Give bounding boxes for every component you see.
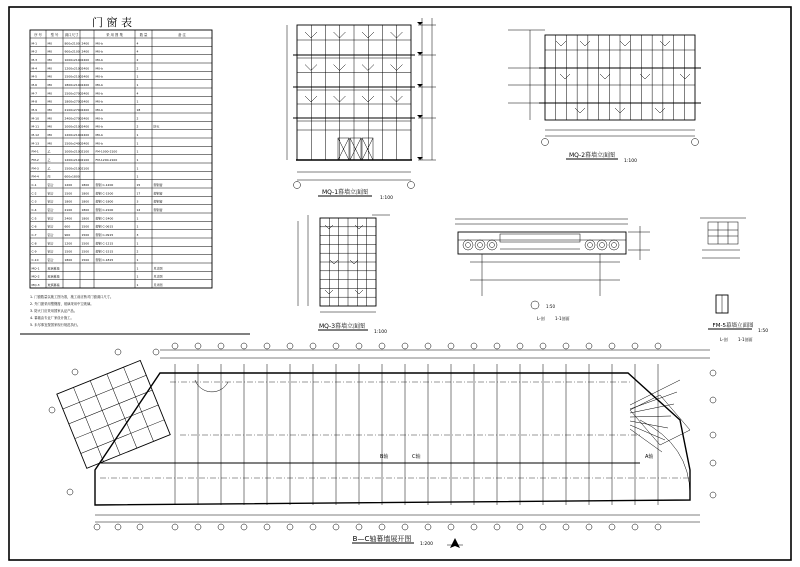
table-cell: C-4: [31, 207, 37, 212]
table-cell: 1: [136, 257, 139, 262]
table-cell: M0: [47, 132, 52, 137]
fm5-scale: 1:50: [758, 329, 769, 334]
table-cell: 800x2100: [64, 41, 80, 46]
axis-bubble: [310, 343, 316, 349]
axis-bubble: [294, 182, 301, 189]
table-cell: 1000x2100: [64, 57, 82, 62]
table-cell: M0-b: [95, 141, 103, 146]
axis-bubble: [517, 343, 523, 349]
table-cell: 铝合: [47, 191, 54, 196]
axis-bubble: [67, 489, 73, 495]
table-cell: 2400: [81, 74, 90, 79]
table-cell: 塑钢窗: [153, 182, 163, 187]
section-note-b: 1-1剖面: [555, 316, 570, 321]
axis-bubble: [218, 343, 224, 349]
axis-bubble: [241, 524, 247, 530]
table-cell: 2400: [81, 49, 90, 54]
table-cell: MQ-2: [31, 274, 40, 279]
section-detail: [455, 219, 650, 321]
axis-bubble: [710, 397, 716, 403]
mq1-title: MQ-1幕墙立面图: [321, 189, 369, 196]
section-bubble: [531, 301, 539, 309]
table-header-cell: 采 用 图 集: [106, 33, 123, 37]
table-note: 1. 门窗数量以施工图为准，施工前应核对门窗洞口尺寸。: [30, 295, 114, 299]
axis-bubble: [517, 524, 523, 530]
table-cell: C-7: [31, 232, 37, 237]
table-cell: M-3: [31, 57, 38, 62]
table-cell: 塑钢 C-2400: [95, 216, 114, 221]
table-header-cell: 洞口尺寸: [64, 33, 79, 37]
mq1-elevation: [287, 18, 436, 201]
table-cell: 2100: [81, 166, 90, 171]
axis-bubble: [448, 343, 454, 349]
table-cell: 1: [136, 157, 139, 162]
table-cell: 2: [136, 57, 139, 62]
table-rows: [30, 30, 212, 288]
table-cell: C-8: [31, 241, 37, 246]
fm5-title: FM-5幕墙立面图: [712, 323, 754, 329]
table-cell: M0: [47, 41, 52, 46]
table-cell: 18: [136, 107, 141, 112]
table-cell: 丙: [47, 174, 51, 179]
axis-bubble: [153, 349, 159, 355]
table-cell: M0: [47, 124, 52, 129]
table-cell: 1200: [64, 241, 73, 246]
axis-bubble: [471, 343, 477, 349]
table-cell: 1500: [64, 191, 73, 196]
table-cell: M0-b: [95, 99, 103, 104]
mq3-scale: 1:100: [374, 330, 387, 335]
axis-bubble: [563, 343, 569, 349]
table-cell: 1200: [64, 182, 73, 187]
table-cell: 1500: [81, 257, 90, 262]
plan-label-a: A轴: [645, 454, 654, 460]
table-cell: FM-3: [31, 166, 39, 171]
table-cell: 铝合: [47, 249, 54, 254]
axis-bubble: [402, 524, 408, 530]
table-cell: 1: [136, 224, 139, 229]
axis-bubble: [195, 343, 201, 349]
table-cell: 1500x2100: [64, 74, 82, 79]
axis-bubble: [632, 524, 638, 530]
table-header-cell: 数 量: [139, 33, 148, 37]
section-scale: 1:50: [546, 304, 555, 309]
table-cell: 1: [136, 282, 139, 287]
axis-bubble: [710, 492, 716, 498]
table-cell: 3: [136, 232, 139, 237]
table-cell: M0-b: [95, 116, 103, 121]
table-cell: C-3: [31, 199, 37, 204]
table-cell: MQ-1: [31, 266, 40, 271]
axis-bubble: [692, 139, 699, 146]
table-cell: 2400: [81, 91, 90, 96]
table-header-cell: 备 注: [178, 33, 186, 37]
table-cell: M0-b: [95, 57, 103, 62]
fm5-elevation: [708, 295, 768, 342]
table-cell: 1800: [81, 216, 90, 221]
table-cell: 铝合: [47, 232, 54, 237]
table-cell: 1800: [81, 199, 90, 204]
table-cell: 塑钢 C-1500: [95, 191, 114, 196]
table-note: 4. 幕墙由专业厂家设计施工。: [30, 316, 74, 320]
table-cell: 1500x2700: [64, 91, 82, 96]
axis-bubble: [333, 524, 339, 530]
table-header-cell: 序 号: [34, 33, 42, 37]
table-cell: C-6: [31, 224, 37, 229]
table-cell: 2100x2700: [64, 107, 82, 112]
axis-bubble: [402, 343, 408, 349]
mq2-scale: 1:100: [624, 159, 637, 164]
plan-label-b: B轴: [380, 454, 389, 460]
table-cell: C-1: [31, 182, 37, 187]
plan-title: B—C轴幕墙展开图: [352, 535, 412, 543]
axis-bubble: [471, 524, 477, 530]
table-cell: 1: [136, 241, 139, 246]
table-cell: M0: [47, 99, 52, 104]
axis-bubble: [115, 349, 121, 355]
axis-bubble: [356, 343, 362, 349]
mq2-title: MQ-2幕墙立面图: [568, 152, 616, 159]
axis-bubble: [494, 524, 500, 530]
axis-bubble: [425, 343, 431, 349]
table-cell: M0-b: [95, 74, 103, 79]
section-note-a: L-剖: [537, 316, 545, 321]
table-notes: [30, 294, 113, 327]
table-cell: 2400: [81, 66, 90, 71]
axis-bubble: [310, 524, 316, 530]
table-cell: 铝合: [47, 224, 54, 229]
table-cell: 15: [136, 182, 141, 187]
table-cell: 塑钢 C-0615: [95, 224, 114, 229]
table-cell: 玻璃幕墙: [47, 274, 60, 279]
axis-bubble: [586, 524, 592, 530]
table-cell: C-9: [31, 249, 37, 254]
table-cell: M0-b: [95, 91, 103, 96]
mq1-scale: 1:100: [380, 196, 393, 201]
table-cell: 2400: [81, 132, 90, 137]
table-cell: 2400x2700: [64, 116, 82, 121]
table-cell: 2100: [64, 207, 73, 212]
table-cell: M0: [47, 116, 52, 121]
axis-bubble: [609, 343, 615, 349]
table-cell: 1: [136, 74, 139, 79]
table-cell: M-7: [31, 91, 38, 96]
table-cell: 1500x2400: [64, 141, 82, 146]
table-cell: M0-b: [95, 107, 103, 112]
small-detail: [700, 218, 746, 258]
axis-bubble: [710, 370, 716, 376]
table-cell: 铝合: [47, 257, 54, 262]
axis-bubble: [379, 343, 385, 349]
table-cell: FM-2: [31, 157, 39, 162]
table-cell: 塑钢窗: [153, 199, 163, 204]
table-cell: 铝合: [47, 207, 54, 212]
table-cell: 2400: [81, 107, 90, 112]
table-cell: 1: [136, 274, 139, 279]
axis-bubble: [609, 524, 615, 530]
table-cell: M-2: [31, 49, 38, 54]
mq2-elevation: [508, 30, 701, 164]
axis-bubble: [287, 524, 293, 530]
table-cell: 2: [136, 66, 139, 71]
table-cell: 1: [136, 166, 139, 171]
table-note: 5. 未尽事宜按国家现行规范执行。: [30, 323, 81, 327]
table-cell: M0: [47, 57, 52, 62]
curtain-wall-plan: [49, 343, 716, 548]
table-cell: 1: [136, 141, 139, 146]
table-cell: 1000x2100: [64, 149, 82, 154]
axis-bubble: [586, 343, 592, 349]
table-cell: 2100: [81, 149, 90, 154]
table-cell: 塑钢 C-1800: [95, 199, 114, 204]
table-cell: 1000x2100: [64, 124, 82, 129]
table-cell: 1: [136, 132, 139, 137]
table-cell: 4: [136, 49, 139, 54]
axis-bubble: [710, 432, 716, 438]
axis-bubble: [542, 139, 549, 146]
table-cell: 2: [136, 124, 139, 129]
axis-bubble: [710, 460, 716, 466]
table-cell: 2: [136, 116, 139, 121]
axis-bubble: [49, 407, 55, 413]
axis-bubble: [287, 343, 293, 349]
table-cell: C-10: [31, 257, 39, 262]
table-header: [30, 32, 212, 38]
table-cell: 3: [136, 199, 139, 204]
table-cell: 1200x2100: [64, 157, 82, 162]
table-cell: M-6: [31, 82, 38, 87]
plan-scale: 1:200: [420, 542, 433, 547]
table-cell: 1800x2700: [64, 99, 82, 104]
table-cell: FM-1000-2100: [95, 149, 118, 154]
table-cell: 2400: [81, 116, 90, 121]
table-cell: 塑钢 C-1200: [95, 182, 114, 187]
table-cell: M-9: [31, 107, 38, 112]
axis-bubble: [494, 343, 500, 349]
table-cell: 乙: [47, 166, 51, 171]
axis-bubble: [655, 343, 661, 349]
north-arrow-icon: [447, 538, 463, 548]
axis-bubble: [563, 524, 569, 530]
table-cell: FM-1: [31, 149, 39, 154]
table-cell: M0-b: [95, 41, 103, 46]
axis-bubble: [333, 343, 339, 349]
axis-bubble: [540, 524, 546, 530]
axis-bubble: [448, 524, 454, 530]
table-header-cell: 型 号: [50, 33, 59, 37]
mq3-elevation: [298, 215, 390, 335]
table-cell: M0-b: [95, 82, 103, 87]
axis-bubble: [408, 182, 415, 189]
table-cell: 塑钢窗: [153, 191, 163, 196]
table-cell: 1: [136, 266, 139, 271]
table-cell: 1800: [64, 199, 73, 204]
table-cell: 塑钢 C-0915: [95, 232, 114, 237]
table-cell: 17: [136, 191, 141, 196]
axis-bubble: [540, 343, 546, 349]
table-cell: 1500: [81, 224, 90, 229]
table-cell: M0-b: [95, 66, 103, 71]
table-cell: 塑钢 C-1215: [95, 241, 114, 246]
table-cell: 1800: [81, 207, 90, 212]
table-cell: 铝合: [47, 199, 54, 204]
table-cell: M0-b: [95, 132, 103, 137]
table-cell: FM-1200-2100: [95, 157, 118, 162]
table-cell: 1200x2100: [64, 132, 82, 137]
table-cell: C-5: [31, 216, 37, 221]
table-cell: M0: [47, 49, 52, 54]
axis-bubble: [264, 524, 270, 530]
axis-bubble: [72, 369, 78, 375]
table-cell: 1500: [81, 249, 90, 254]
table-cell: M0: [47, 91, 52, 96]
table-cell: 塑钢 C-1815: [95, 257, 114, 262]
axis-bubble: [94, 524, 100, 530]
plan-label-c: C轴: [412, 454, 421, 460]
table-cell: 乙: [47, 149, 51, 154]
table-cell: 2: [136, 249, 139, 254]
table-title: 门 窗 表: [92, 16, 132, 29]
table-cell: 1: [136, 149, 139, 154]
table-cell: M-13: [31, 141, 39, 146]
table-cell: 2400: [64, 216, 73, 221]
axis-bubble: [172, 343, 178, 349]
axis-bubble: [425, 524, 431, 530]
table-cell: 1800x2100: [64, 82, 82, 87]
table-cell: M-12: [31, 132, 39, 137]
axis-bubble: [264, 343, 270, 349]
table-cell: 1200x2100: [64, 66, 82, 71]
table-cell: 玻璃幕墙: [47, 266, 60, 271]
table-cell: 塑钢 C-2100: [95, 207, 114, 212]
table-cell: 900: [64, 232, 71, 237]
table-cell: M-4: [31, 66, 38, 71]
table-cell: 见详图: [153, 266, 163, 271]
table-cell: 乙: [47, 157, 51, 162]
table-cell: 2400: [81, 41, 90, 46]
axis-bubble: [218, 524, 224, 530]
table-cell: M0: [47, 107, 52, 112]
table-cell: 2400: [81, 124, 90, 129]
table-cell: 铝合: [47, 241, 54, 246]
axis-bubble: [137, 524, 143, 530]
table-cell: 600: [64, 224, 71, 229]
axis-bubble: [115, 524, 121, 530]
table-cell: 铝合: [47, 182, 54, 187]
door-window-table: [20, 15, 250, 334]
table-cell: 玻璃幕墙: [47, 282, 60, 287]
table-cell: 1800: [81, 191, 90, 196]
table-cell: M-8: [31, 99, 38, 104]
table-cell: 1800: [81, 182, 90, 187]
axis-bubble: [632, 343, 638, 349]
table-cell: M-11: [31, 124, 39, 129]
table-cell: 4: [136, 91, 139, 96]
table-cell: 1800: [64, 257, 73, 262]
table-cell: 2100: [81, 157, 90, 162]
axis-bubble: [379, 524, 385, 530]
table-cell: M0: [47, 74, 52, 79]
table-cell: 1: [136, 216, 139, 221]
table-cell: 防火: [153, 124, 160, 129]
axis-bubble: [172, 524, 178, 530]
table-cell: M-1: [31, 41, 38, 46]
table-cell: 1: [136, 174, 139, 179]
table-cell: 1500: [64, 249, 73, 254]
table-cell: 塑钢 C-1515: [95, 249, 114, 254]
table-cell: 铝合: [47, 216, 54, 221]
axis-bubble: [195, 524, 201, 530]
fm5-note-b: 1-1剖面: [738, 337, 753, 342]
table-cell: 见详图: [153, 274, 163, 279]
table-cell: 2400: [81, 82, 90, 87]
axis-bubble: [241, 343, 247, 349]
table-cell: C-2: [31, 191, 37, 196]
table-cell: 2400: [81, 57, 90, 62]
table-cell: 900x2100: [64, 49, 80, 54]
table-cell: 见详图: [153, 282, 163, 287]
table-cell: 600x1800: [64, 174, 80, 179]
fm5-note-a: L-剖: [720, 337, 728, 342]
axis-bubble: [655, 524, 661, 530]
table-cell: M0-b: [95, 49, 103, 54]
table-cell: M0: [47, 82, 52, 87]
table-cell: MQ-3: [31, 282, 40, 287]
table-cell: FM-4: [31, 174, 39, 179]
table-cell: 12: [136, 207, 141, 212]
table-note: 2. 外门窗采用塑钢窗，玻璃采用中空玻璃。: [30, 302, 94, 306]
table-cell: M-10: [31, 116, 39, 121]
table-cell: 1500: [81, 232, 90, 237]
mq3-title: MQ-3幕墙立面图: [318, 323, 366, 330]
table-note: 3. 防火门应采用国家认证产品。: [30, 309, 78, 313]
table-cell: 2400: [81, 141, 90, 146]
table-cell: 4: [136, 41, 139, 46]
table-cell: M-5: [31, 74, 38, 79]
table-cell: 塑钢窗: [153, 207, 163, 212]
table-cell: 1500: [81, 241, 90, 246]
table-cell: M0: [47, 66, 52, 71]
table-cell: 1500x2100: [64, 166, 82, 171]
table-cell: 2400: [81, 99, 90, 104]
table-cell: 1: [136, 99, 139, 104]
table-cell: M0: [47, 141, 52, 146]
table-cell: M0-b: [95, 124, 103, 129]
axis-bubble: [356, 524, 362, 530]
table-cell: 1: [136, 82, 139, 87]
